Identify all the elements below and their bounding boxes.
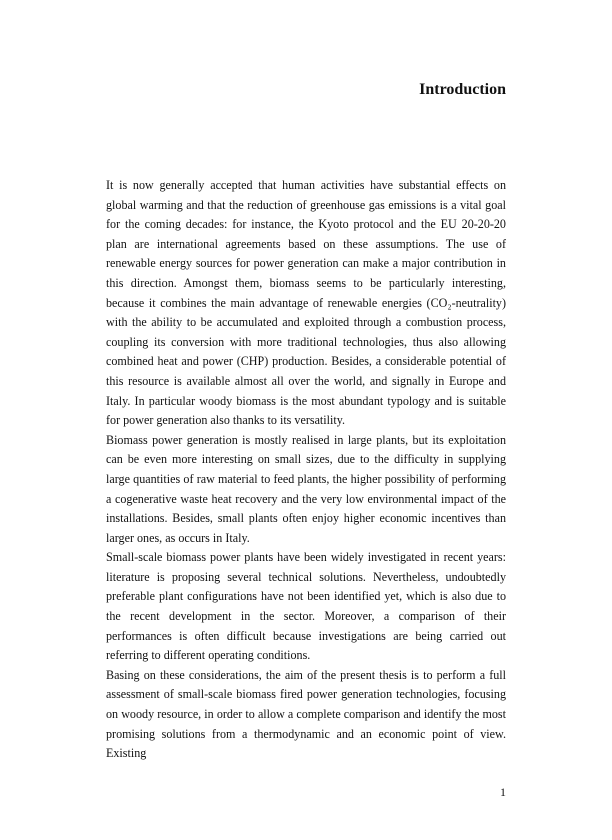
paragraph	[106, 548, 506, 666]
paragraph	[106, 176, 506, 431]
text-line: exploited through a combustion process, coupling its conversion with more traditional	[106, 315, 506, 349]
text-line: international agreements based on these assumptions. The use of renewable energy	[106, 236, 506, 271]
text-line: considerable potential of this resource is available almost all over the world, and	[106, 354, 506, 388]
text-line: conditions.	[256, 648, 311, 663]
text-line: signally in Europe and Italy. In particular woody biomass is the most abundant typology	[106, 373, 506, 408]
text-line: Small-scale biomass power plants have been widely investigated in recent years:	[106, 550, 506, 565]
text-line: promising solutions from a thermodynamic and an economic point of view. Existing	[106, 726, 506, 761]
text-line: Biomass power generation is mostly realised in large plants, but its exploitation can be	[106, 432, 506, 467]
text-line: plants often enjoy higher economic incentives than larger ones, as occurs in Italy.	[106, 511, 506, 545]
text-line: advantage of renewable energies (CO₂-neutrality) with the ability to be accumulated and	[106, 295, 506, 330]
text-line: plant configurations have not been identified yet, which is also due to the recent	[106, 589, 506, 624]
page-number: 1	[500, 784, 506, 799]
text-line: coming decades: for instance, the Kyoto protocol and the EU 20-20-20 plan are	[106, 217, 506, 251]
page-title: Introduction	[419, 81, 506, 98]
paragraph	[106, 666, 506, 764]
text-line: and is suitable for power generation also thanks to its versatility.	[106, 393, 506, 428]
text-line: heat recovery and the very low environmental impact of the installations. Besides, small	[106, 491, 506, 526]
body-text	[106, 176, 506, 764]
text-line: woody resource, in order to allow a complete comparison and identify the most	[121, 707, 506, 722]
text-line: them, biomass seems to be particularly interesting, because it combines the main	[106, 275, 506, 310]
text-line: assessment of small-scale biomass fired power generation technologies, focusing on	[106, 687, 506, 722]
text-line: even more interesting on small sizes, due to the difficulty in supplying large quantities	[106, 452, 506, 486]
text-line: sources for power generation can make a major contribution in this direction. Amongst	[106, 256, 506, 290]
text-line: Basing on these considerations, the aim of the present thesis is to perform a full	[106, 667, 506, 682]
text-line: of raw material to feed plants, the higher possibility of performing a cogenerative waste	[106, 471, 507, 506]
text-line: warming and that the reduction of greenhouse gas emissions is a vital goal for the	[106, 197, 506, 232]
text-line: technologies, thus also allowing combined heat and power (CHP) production. Besides, a	[106, 334, 507, 369]
text-line: literature is proposing several technical solutions. Nevertheless, undoubtedly preferable	[106, 569, 506, 604]
text-line: It is now generally accepted that human activities have substantial effects on global	[106, 178, 506, 212]
text-line: development in the sector. Moreover, a comparison of their performances is often	[106, 609, 506, 643]
text-line: difficult because investigations are being carried out referring to different operating	[106, 628, 506, 663]
paragraph	[106, 431, 506, 549]
